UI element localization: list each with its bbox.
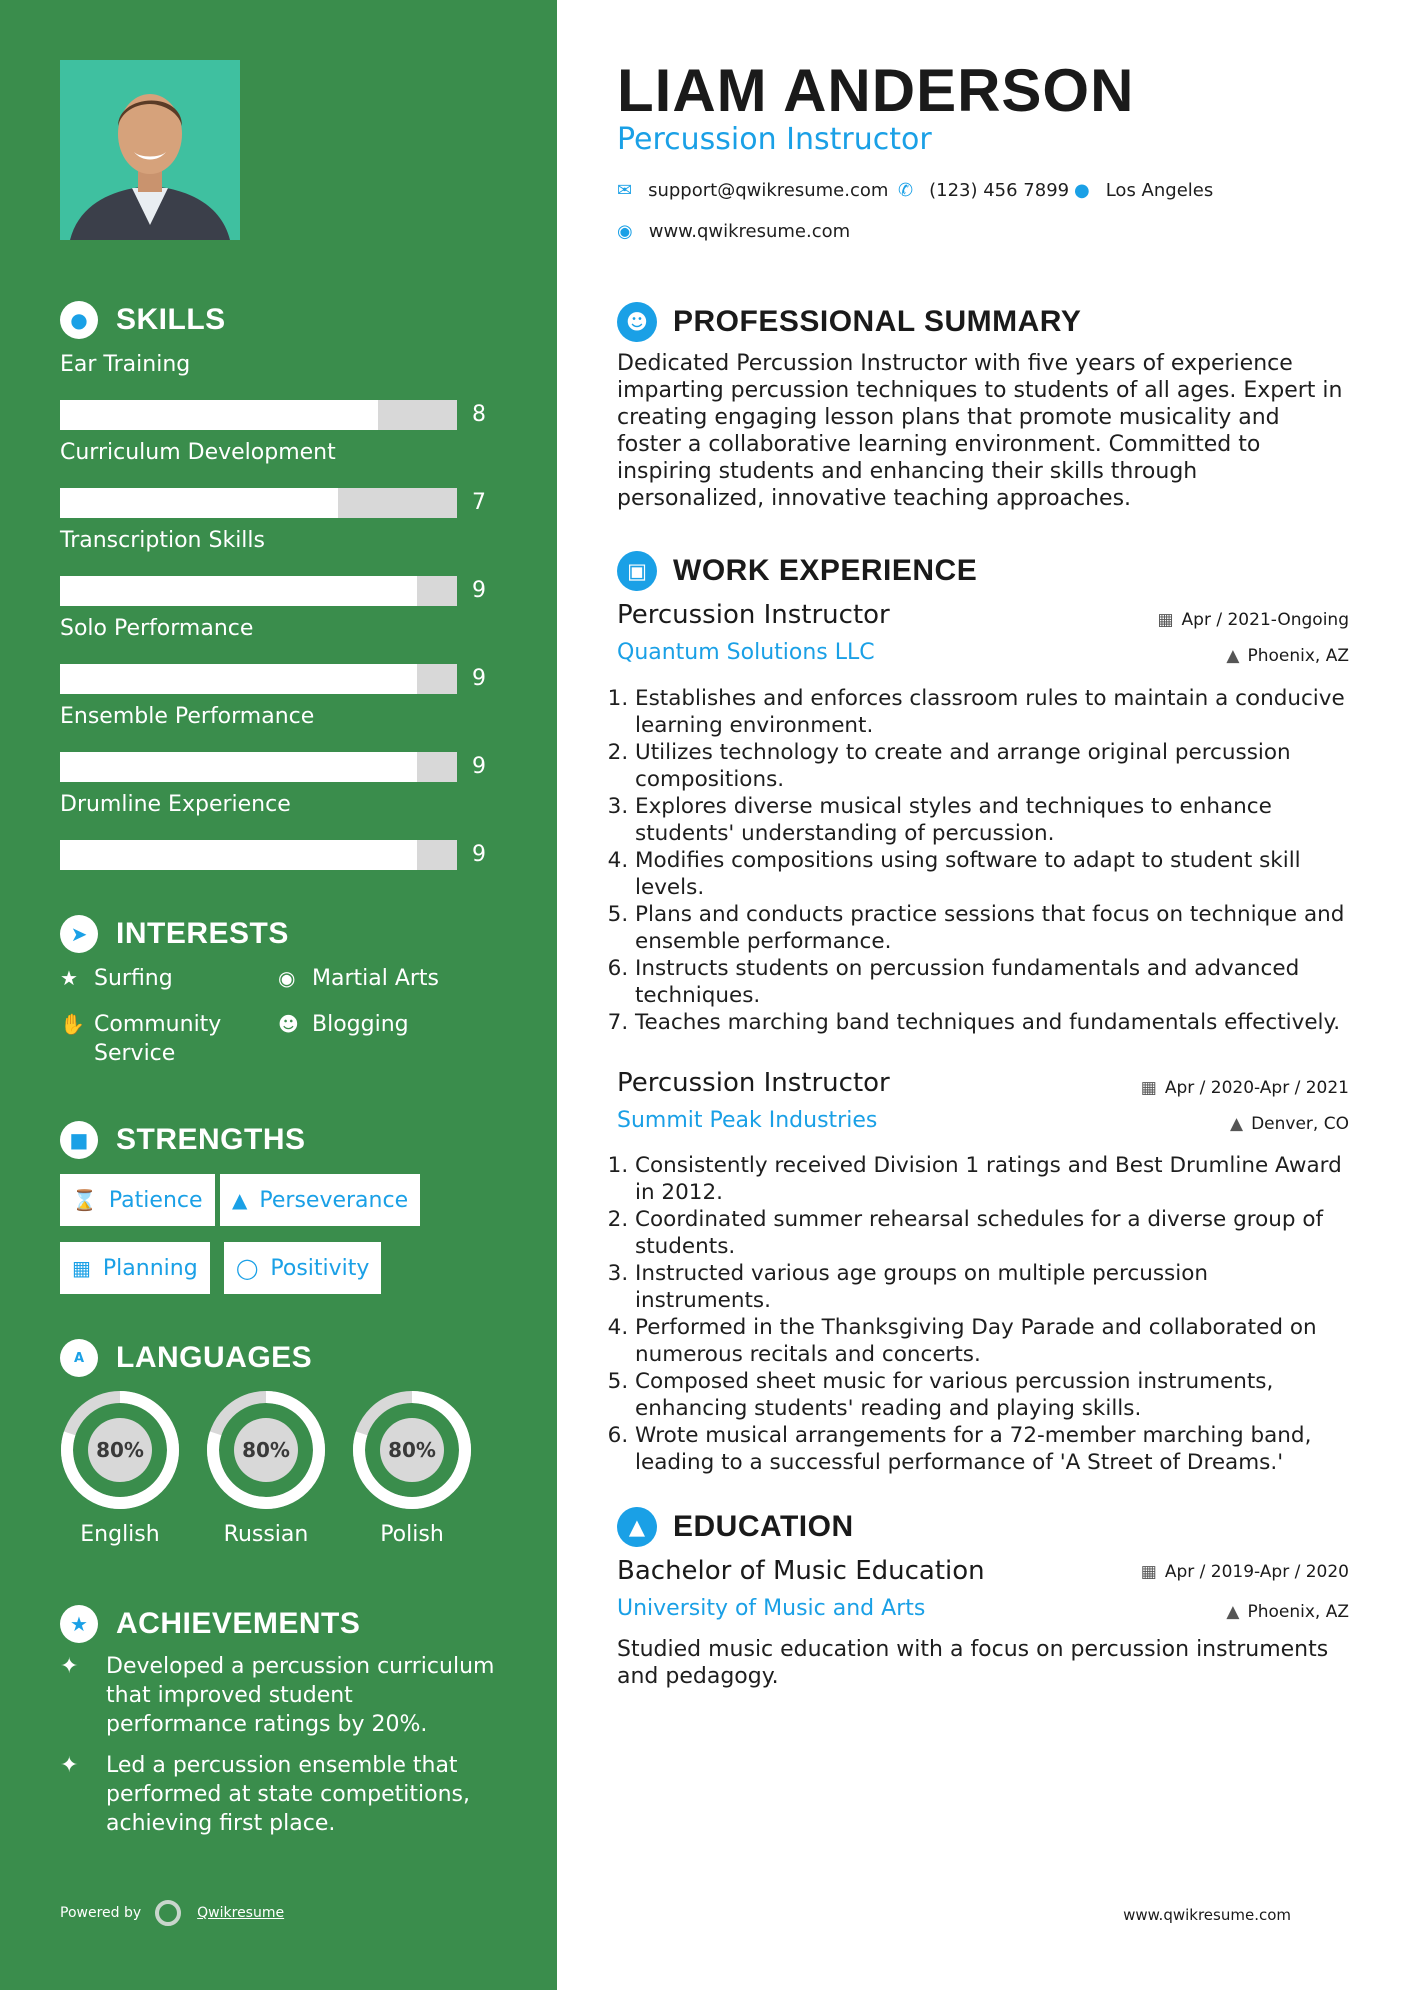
skill-value: 9 [472, 754, 486, 779]
skills-heading: ● SKILLS [60, 300, 226, 340]
duty-item: 2. Utilizes technology to create and arrange original percussion compositions. [635, 739, 1349, 793]
duty-item: 3. Instructed various age groups on multiple percussion instruments. [635, 1260, 1349, 1314]
star-icon: ★ [60, 966, 78, 990]
graduation-cap-icon: ▲ [617, 1507, 657, 1547]
pushpin-icon: ▲ [1226, 1602, 1240, 1622]
skill-name: Solo Performance [60, 616, 254, 641]
strengths-heading: ■ STRENGTHS [60, 1120, 306, 1160]
skill-bar-fill [60, 752, 417, 782]
phone-icon: ✆ [898, 180, 914, 201]
language-item [350, 1388, 474, 1548]
pushpin-icon: ▲ [1226, 646, 1240, 666]
job-duties [617, 1152, 1349, 1476]
skill-bar-fill [60, 664, 417, 694]
achievements-heading: ★ ACHIEVEMENTS [60, 1604, 360, 1644]
skill-name: Drumline Experience [60, 792, 291, 817]
duty-item: 5. Composed sheet music for various percussion instruments, enhancing students' reading and playing skills. [635, 1368, 1349, 1422]
skill-bar-fill [60, 400, 378, 430]
skill-bar [60, 488, 457, 518]
calendar-icon: ▦ [1140, 1562, 1157, 1582]
language-percent: 80% [242, 1438, 290, 1462]
language-percent: 80% [96, 1438, 144, 1462]
job-title: Percussion Instructor [617, 1068, 890, 1098]
skill-value: 7 [472, 490, 486, 515]
duty-item: 1. Consistently received Division 1 ratings and Best Drumline Award in 2012. [635, 1152, 1349, 1206]
education-date: ▦ Apr / 2019-Apr / 2020 [1140, 1562, 1349, 1582]
sidebar [0, 0, 557, 1990]
skill-name: Ear Training [60, 352, 191, 377]
duty-item: 6. Wrote musical arrangements for a 72-member marching band, leading to a successful performance of 'A Street of Dreams.' [635, 1422, 1349, 1476]
job-duties [617, 685, 1349, 1036]
user-icon: ☻ [617, 302, 657, 342]
lightbulb-icon: ● [60, 301, 98, 339]
star-badge-icon: ★ [60, 1605, 98, 1643]
skill-item [60, 614, 500, 691]
job-company: Quantum Solutions LLC [617, 640, 875, 665]
skill-name: Ensemble Performance [60, 704, 315, 729]
skill-value: 9 [472, 578, 486, 603]
skill-value: 8 [472, 402, 486, 427]
achievement-item: ✦ Developed a percussion curriculum that improved student performance ratings by 20%. [60, 1654, 495, 1737]
footer-website[interactable]: www.qwikresume.com [1123, 1906, 1291, 1924]
language-name: Polish [380, 1522, 444, 1547]
email-contact[interactable]: ✉ support@qwikresume.com [617, 180, 889, 201]
job-location: ▲ Denver, CO [1230, 1114, 1349, 1134]
skill-item [60, 438, 500, 515]
skill-name: Transcription Skills [60, 528, 265, 553]
hourglass-icon: ⌛ [72, 1188, 97, 1212]
calendar-icon: ▦ [72, 1256, 91, 1280]
skill-bar [60, 752, 457, 782]
strength-tag: ⌛ Patience [60, 1174, 215, 1226]
duty-item: 1. Establishes and enforces classroom rules to maintain a conducive learning environment. [635, 685, 1349, 739]
summary-text: Dedicated Percussion Instructor with five years of experience imparting percussion techniques to students of all ages. Expert in creating engaging lesson plans that promote musicality and foster a collaborative learning environment. Committed to inspiring students and enhancing their skills through personalized, innovative teaching approaches. [617, 351, 1343, 511]
interest-item: ◉ Martial Arts [278, 966, 440, 991]
education-description: Studied music education with a focus on percussion instruments and pedagogy. [617, 1637, 1329, 1689]
globe-icon: ◉ [617, 221, 633, 242]
qwikresume-link[interactable]: Qwikresume [197, 1905, 285, 1921]
school-name: University of Music and Arts [617, 1596, 926, 1621]
job-date: ▦ Apr / 2021-Ongoing [1157, 610, 1349, 630]
website-contact[interactable]: ◉ www.qwikresume.com [617, 221, 851, 242]
qwikresume-logo-icon [155, 1900, 181, 1926]
skill-item [60, 790, 500, 867]
profile-photo [60, 60, 240, 240]
candidate-title: Percussion Instructor [617, 122, 932, 157]
job-company: Summit Peak Industries [617, 1108, 878, 1133]
skill-name: Curriculum Development [60, 440, 336, 465]
education-heading: ▲ EDUCATION [617, 1505, 854, 1549]
duty-item: 7. Teaches marching band techniques and fundamentals effectively. [635, 1009, 1349, 1036]
skill-bar-fill [60, 840, 417, 870]
skill-bar-fill [60, 488, 338, 518]
candidate-name: LIAM ANDERSON [617, 57, 1135, 124]
skill-item [60, 702, 500, 779]
envelope-icon: ✉ [617, 180, 633, 201]
interest-item: ☻ Blogging [278, 1012, 409, 1037]
powered-by: Powered by Qwikresume [60, 1900, 284, 1926]
duty-item: 4. Performed in the Thanksgiving Day Parade and collaborated on numerous recitals and concerts. [635, 1314, 1349, 1368]
language-name: Russian [223, 1522, 309, 1547]
achievement-item: ✦ Led a percussion ensemble that performed at state competitions, achieving first place. [60, 1753, 470, 1836]
duty-item: 3. Explores diverse musical styles and techniques to enhance students' understanding of percussion. [635, 793, 1349, 847]
skill-item [60, 526, 500, 603]
strength-tag: ◯ Positivity [224, 1242, 381, 1294]
location-contact: ● Los Angeles [1074, 180, 1214, 201]
language-item [204, 1388, 328, 1548]
interest-item: ✋ Community Service [60, 1012, 222, 1066]
fist-icon: ■ [60, 1121, 98, 1159]
calendar-icon: ▦ [1157, 610, 1174, 630]
language-icon: A [60, 1339, 98, 1377]
skill-bar [60, 400, 457, 430]
main-content [617, 0, 1349, 1990]
skill-bar [60, 664, 457, 694]
skill-bar [60, 840, 457, 870]
languages-heading: A LANGUAGES [60, 1338, 312, 1378]
language-item [58, 1388, 182, 1548]
summary-heading: ☻ PROFESSIONAL SUMMARY [617, 300, 1081, 344]
shooting-star-icon: ✦ [60, 1753, 79, 1778]
map-marker-icon: ● [1074, 180, 1090, 201]
hand-icon: ✋ [60, 1012, 85, 1036]
phone-contact[interactable]: ✆ (123) 456 7899 [898, 180, 1070, 201]
globe-icon: ◉ [278, 966, 296, 990]
degree-title: Bachelor of Music Education [617, 1556, 985, 1586]
language-percent: 80% [388, 1438, 436, 1462]
users-icon: ☻ [278, 1012, 299, 1036]
skill-value: 9 [472, 666, 486, 691]
road-icon: ▲ [232, 1188, 248, 1212]
job-date: ▦ Apr / 2020-Apr / 2021 [1140, 1078, 1349, 1098]
interest-item: ★ Surfing [60, 966, 173, 991]
skill-bar-fill [60, 576, 417, 606]
language-name: English [80, 1522, 160, 1547]
job-location: ▲ Phoenix, AZ [1226, 646, 1349, 666]
strength-tag: ▲ Perseverance [220, 1174, 420, 1226]
job-title: Percussion Instructor [617, 600, 890, 630]
paper-plane-icon: ➤ [60, 915, 98, 953]
skill-bar [60, 576, 457, 606]
duty-item: 4. Modifies compositions using software to adapt to student skill levels. [635, 847, 1349, 901]
briefcase-icon: ▣ [617, 551, 657, 591]
circle-notch-icon: ◯ [236, 1256, 259, 1280]
duty-item: 5. Plans and conducts practice sessions that focus on technique and ensemble performance. [635, 901, 1349, 955]
experience-heading: ▣ WORK EXPERIENCE [617, 549, 977, 593]
calendar-icon: ▦ [1140, 1078, 1157, 1098]
shooting-star-icon: ✦ [60, 1654, 79, 1679]
interests-heading: ➤ INTERESTS [60, 914, 289, 954]
pushpin-icon: ▲ [1230, 1114, 1244, 1134]
duty-item: 6. Instructs students on percussion fundamentals and advanced techniques. [635, 955, 1349, 1009]
education-location: ▲ Phoenix, AZ [1226, 1602, 1349, 1622]
strength-tag: ▦ Planning [60, 1242, 210, 1294]
skill-item [60, 350, 500, 427]
duty-item: 2. Coordinated summer rehearsal schedules for a diverse group of students. [635, 1206, 1349, 1260]
skill-value: 9 [472, 842, 486, 867]
